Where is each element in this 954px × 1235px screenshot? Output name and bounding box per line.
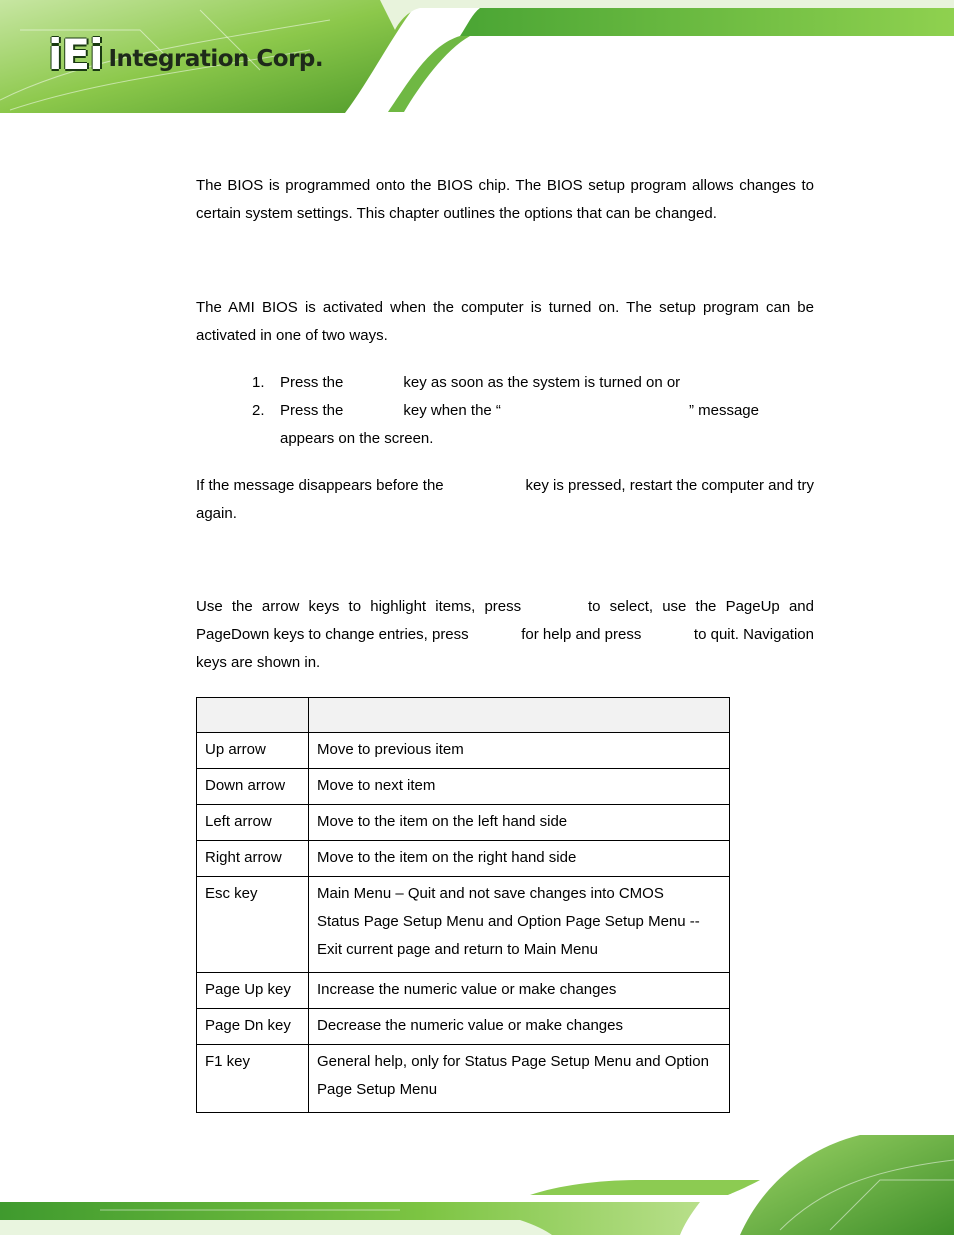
function-cell: Move to previous item xyxy=(309,733,730,769)
logo-mark: iEi xyxy=(48,30,103,79)
key-cell: F1 key xyxy=(197,1045,309,1113)
key-cell: Page Dn key xyxy=(197,1009,309,1045)
list-item: 2. Press the key when the “ ” message xyxy=(252,402,759,419)
starting-paragraph: The AMI BIOS is activated when the computer is turned on. The setup program can be activated in one of two ways. xyxy=(196,299,814,344)
table-row xyxy=(197,769,730,805)
table-row xyxy=(197,1009,730,1045)
key-cell: Down arrow xyxy=(197,769,309,805)
table-row xyxy=(197,973,730,1009)
intro-paragraph: The BIOS is programmed onto the BIOS chip. The BIOS setup program allows changes to certain system settings. This chapter outlines the options that can be changed. xyxy=(196,177,814,222)
key-cell: Right arrow xyxy=(197,841,309,877)
header-cell-key xyxy=(197,698,309,733)
logo-name: Integration Corp. xyxy=(108,46,324,72)
table-row xyxy=(197,733,730,769)
function-cell: Move to the item on the left hand side xyxy=(309,805,730,841)
header-cell-function xyxy=(309,698,730,733)
list-item: 1. Press the key as soon as the system is turned on or xyxy=(252,374,681,391)
company-logo xyxy=(48,26,324,79)
key-cell: Page Up key xyxy=(197,973,309,1009)
function-cell: Increase the numeric value or make changes xyxy=(309,973,730,1009)
function-cell: General help, only for Status Page Setup Menu and Option Page Setup Menu xyxy=(309,1045,730,1113)
function-cell: Move to next item xyxy=(309,769,730,805)
table-row xyxy=(197,805,730,841)
table-row xyxy=(197,1045,730,1113)
key-cell: Left arrow xyxy=(197,805,309,841)
function-cell: Decrease the numeric value or make changes xyxy=(309,1009,730,1045)
table-row xyxy=(197,841,730,877)
table-row xyxy=(197,877,730,973)
startup-steps xyxy=(196,369,814,453)
key-cell: Up arrow xyxy=(197,733,309,769)
function-cell: Move to the item on the right hand side xyxy=(309,841,730,877)
retry-paragraph: If the message disappears before the key is pressed, restart the computer and try again. xyxy=(196,477,814,522)
list-item: appears on the screen. xyxy=(280,430,434,447)
table-header-row xyxy=(197,698,730,733)
navigation-paragraph: Use the arrow keys to highlight items, press to select, use the PageUp and PageDown keys to change entries, press for help and press to quit. Navigation keys are shown in. xyxy=(196,598,814,671)
key-cell: Esc key xyxy=(197,877,309,973)
footer-banner xyxy=(0,1130,954,1235)
function-cell: Main Menu – Quit and not save changes into CMOS Status Page Setup Menu and Option Page Setup Menu -- Exit current page and return to Main Menu xyxy=(309,877,730,973)
navigation-keys-table xyxy=(196,697,730,1113)
